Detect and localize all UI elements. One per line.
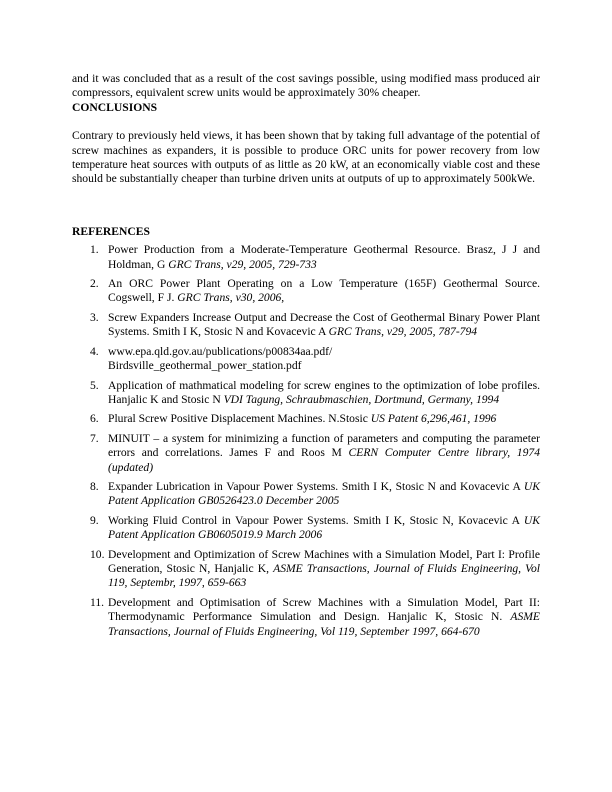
reference-url-line-1[interactable]: www.epa.qld.gov.au/publications/p00834aa.pdf/ <box>108 344 333 358</box>
reference-text: Development and Optimisation of Screw Machines with a Simulation Model, Part II: Thermodynamic Performance Simulation and Design. Hanjalic K, Stosic N. <box>108 595 540 624</box>
reference-item <box>72 379 540 408</box>
reference-source: US Patent 6,296,461, 1996 <box>370 412 497 426</box>
reference-url-line-2[interactable]: Birdsville_geothermal_power_station.pdf <box>108 359 302 373</box>
reference-source: VDI Tagung, Schraubmaschien, Dortmund, Germany, 1994 <box>223 392 500 406</box>
conclusions-paragraph: Contrary to previously held views, it has been shown that by taking full advantage of the potential of screw machines as expanders, it is possible to produce ORC units for power recovery from low temperature heat sources with outputs of as little as 20 kW, at an economically viable cost and these should be substantially cheaper than turbine driven units at outputs of up to approximately 500kWe. <box>72 129 540 186</box>
reference-source: UK Patent Application GB0526423.0 December 2005 <box>108 479 540 508</box>
reference-text: MINUIT – a system for minimizing a function of parameters and computing the parameter errors and correlations. James F and Roos M <box>108 431 540 460</box>
reference-item <box>72 548 540 591</box>
reference-source: CERN Computer Centre library, 1974 (updated) <box>108 446 540 474</box>
reference-number: 9. <box>90 513 99 527</box>
reference-source: GRC Trans, v29, 2005, 729-733 <box>168 257 317 271</box>
reference-text: An ORC Power Plant Operating on a Low Temperature (165F) Geothermal Source. Cogswell, F J. <box>108 277 540 305</box>
reference-text: Expander Lubrication in Vapour Power Systems. Smith I K, Stosic N and Kovacevic A <box>108 479 524 493</box>
reference-number: 4. <box>90 344 99 358</box>
reference-item <box>72 432 540 475</box>
reference-number: 7. <box>90 431 99 445</box>
reference-source: GRC Trans, v30, 2006, <box>177 291 285 305</box>
intro-paragraph: and it was concluded that as a result of the cost savings possible, using modified mass produced air compressors, equivalent screw units would be approximately 30% cheaper. <box>72 72 540 100</box>
reference-text: Development and Optimization of Screw Machines with a Simulation Model, Part I: Profile Generation, Stosic N, Hanjalic K, <box>108 547 540 575</box>
reference-item <box>72 277 540 306</box>
reference-number: 11. <box>90 595 105 609</box>
references-heading: REFERENCES <box>72 224 150 238</box>
reference-text: Screw Expanders Increase Output and Decrease the Cost of Geothermal Binary Power Plant Systems. Smith I K, Stosic N and Kovacevic A <box>108 310 540 339</box>
references-list <box>72 243 540 639</box>
reference-number: 8. <box>90 479 99 493</box>
reference-item <box>72 412 540 426</box>
reference-item <box>72 480 540 509</box>
reference-item <box>72 514 540 543</box>
reference-number: 3. <box>90 310 99 324</box>
reference-number: 2. <box>90 277 99 291</box>
reference-number: 10. <box>90 547 105 561</box>
conclusions-heading: CONCLUSIONS <box>72 100 158 114</box>
reference-text: Working Fluid Control in Vapour Power Systems. Smith I K, Stosic N, Kovacevic A <box>108 513 524 527</box>
spacer <box>72 115 540 129</box>
reference-item <box>72 243 540 272</box>
reference-text: Application of mathmatical modeling for screw engines to the optimization of lobe profiles. Hanjalic K and Stosic N <box>108 378 540 406</box>
reference-number: 5. <box>90 378 99 392</box>
reference-item <box>72 596 540 639</box>
reference-text: Plural Screw Positive Displacement Machines. N.Stosic <box>108 412 371 426</box>
reference-number: 6. <box>90 412 99 426</box>
reference-text: Power Production from a Moderate-Temperature Geothermal Resource. Brasz, J J and Holdman, G <box>108 243 540 271</box>
reference-source: ASME Transactions, Journal of Fluids Engineering, Vol 119, September 1997, 664-670 <box>108 610 540 638</box>
reference-item <box>72 345 540 374</box>
reference-source: GRC Trans, v29, 2005, 787-794 <box>328 325 478 339</box>
document-page <box>72 72 540 644</box>
reference-number: 1. <box>90 243 99 257</box>
reference-source: UK Patent Application GB0605019.9 March 2006 <box>108 513 540 542</box>
reference-item <box>72 311 540 340</box>
reference-source: ASME Transactions, Journal of Fluids Engineering, Vol 119, Septembr, 1997, 659-663 <box>108 561 540 590</box>
